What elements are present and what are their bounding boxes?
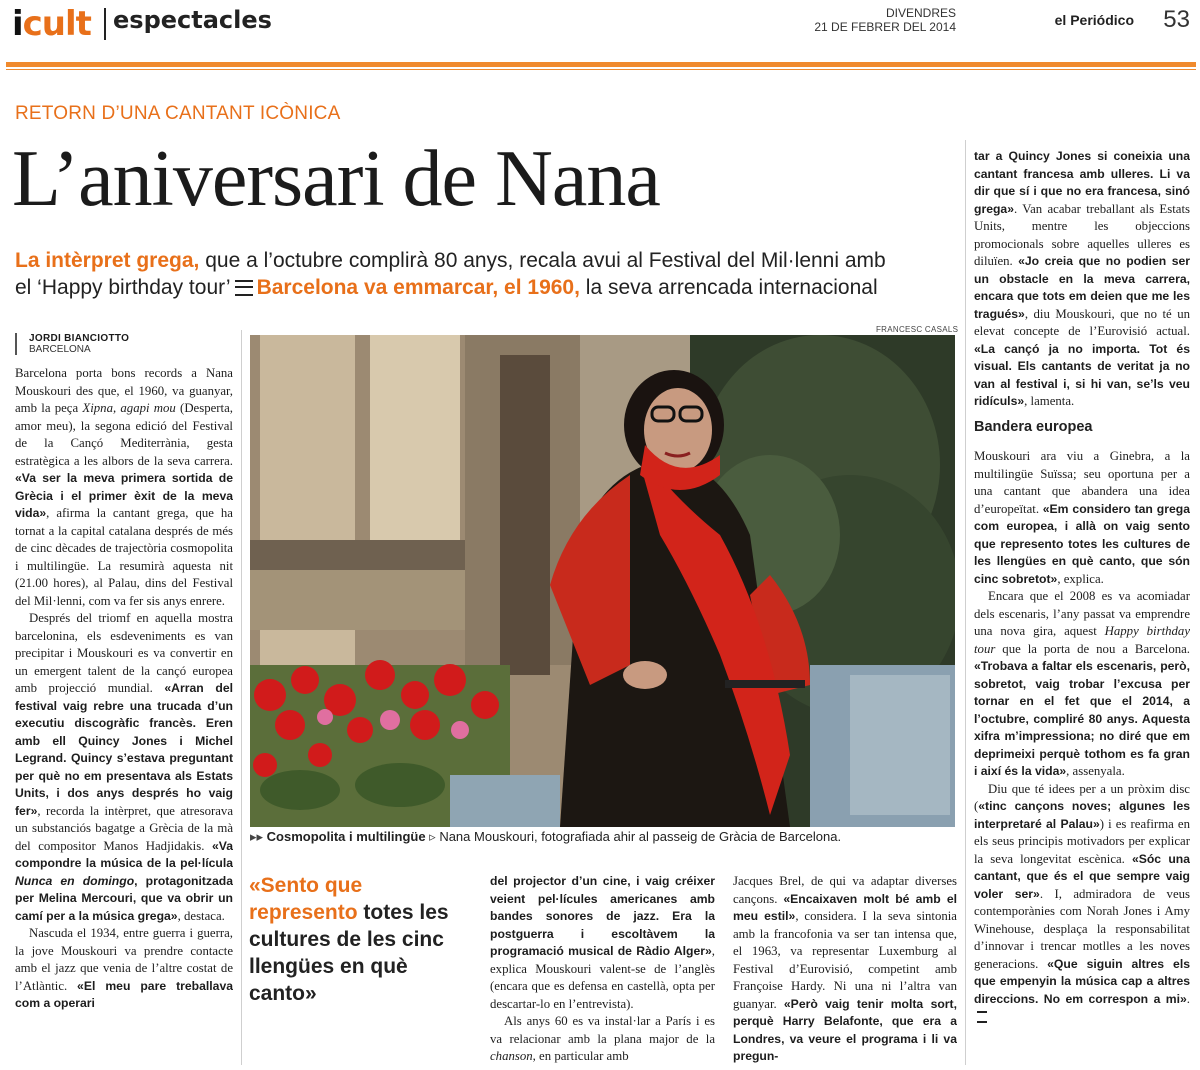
article-column-1 [15,365,233,1065]
pull-quote-text: totes les cultures de les cinc llengües en què canto» [249,901,449,1005]
paragraph: Nascuda el 1934, entre guerra i guerra, la jove Mouskouri va prendre contacte amb el jazz que venia de l’altre costat de l’Atlàntic. «El meu pare treballava com a operari [15,926,233,1010]
photo-caption [250,829,955,845]
article-column-3 [733,873,957,1063]
paragraph: Després del triomf en aquella mostra barcelonina, els esdeveniments es van precipitar i Mouskouri es va convertir en un emergent talent de la cançó europea amb projecció mundial. «Arran del festival vaig rebre una trucada d’un executiu discogràfic francès. Eren amb ell Quincy Jones i Michel Legrand. Quincy s’estava preguntant per què no em presentava als Estats Units, i dos anys després ho vaig fer», recorda la intèrpret, que atresorava un substanciós bagatge a Grècia de la mà del compositor Manos Hadjidakis. «Va compondre la música de la pel·lícula Nunca en domingo, protagonitzada per Melina Mercouri, que va obrir un camí per a la música grega», destaca. [15,611,233,923]
header-rule [6,62,1196,67]
paragraph: Encara que el 2008 es va acomiadar dels escenaris, l’any passat va emprendre una nova gira, aquest Happy birthday tour que la porta de nou a Barcelona. «Trobava a faltar els escenaris, però, sobretot, vaig trobar l’excusa per tornar en el fet que el 2014, a l’octubre, compliré 80 anys. Aquesta xifra m’impressiona; no diré que em deprimeixi perquè tothom es fa gran i així és la vida», assenyala. [974,589,1190,778]
deck-text-1: que a l’octubre complirà 80 anys, recala avui al Festival del Mil·lenni amb [199,249,886,272]
photo-credit: FRANCESC CASALS [876,325,959,334]
date-full: 21 DE FEBRER DEL 2014 [814,20,956,34]
paragraph: tar a Quincy Jones si coneixia una cantant francesa amb ulleres. Li va dir que sí i que no era francesa, sinó grega». Van acabar treballant als Estats Units, mentre les objeccions promocionals sobre aquelles ulleres es diluïen. «Jo creia que no podien ser un obstacle en la meva carrera, encara que tots em deien que me les tragués», diu Mouskouri, que no té un elevat concepte de l’Eurovisió actual. «La cançó ja no importa. Tot és visual. Els cantants de veritat ja no van al festival i, si hi van, se’ls veu ridículs», lamenta. [974,149,1190,408]
column-rule [241,330,242,1065]
header-rule-thin [6,69,1196,70]
subheading: Bandera europea [974,418,1093,435]
end-of-article-icon [977,1011,987,1023]
pull-quote [249,872,469,1007]
deck-line-2 [15,275,960,301]
pull-quote-highlight: «Sento que represento [249,874,363,924]
deck-highlight-1: La intèrpret grega, [15,249,200,272]
section-name: espectacles [113,6,272,34]
newspaper-name: el Periódico [1054,12,1134,28]
topic-label: RETORN D’UNA CANTANT ICÒNICA [15,103,341,124]
paragraph: Mouskouri ara viu a Ginebra, a la multilingüe Suïssa; seu oportuna per a una cantant que abandera una idea d’europeïtat. «Em considero tan grega com europea, i allà on vaig sento que represento totes les cultures de les llengües en què canto, que són cinc sobretot», explica. [974,449,1190,586]
headline: L’aniversari de Nana [12,135,660,223]
photo-nana-mouskouri [250,335,955,827]
deck-line-1 [15,248,960,274]
caption-arrow-icon: ▹ [425,829,436,844]
deck-highlight-2: Barcelona va emmarcar, el 1960, [256,276,580,299]
byline [15,333,129,355]
section-logo [12,4,91,44]
paragraph: Jacques Brel, de qui va adaptar diverses cançons. «Encaixaven molt bé amb el meu estil», considera. I la seva sintonia amb la francofonia va ser tan intensa que, el 1963, va representar Luxemburg al Festival d’Eurovisió, competint amb Françoise Hardy. Ni una ni l’altra van guanyar. «Però vaig tenir molta sort, perquè Harry Belafonte, que era a Londres, va veure el programa i li va pregun- [733,874,957,1063]
page-number: 53 [1163,6,1190,33]
column-rule [965,140,966,1065]
deck-text-3: la seva arrencada internacional [579,276,878,299]
caption-title: Cosmopolita i multilingüe [266,829,426,844]
paragraph: del projector d’un cine, i vaig créixer veient pel·lícules americanes amb bandes sonores de jazz. Era la postguerra i escoltàvem la programació musical de Ràdio Alger», explica Mouskouri valent-se de l’anglès (encara que es defensa en castellà, opta per descartar-lo en l’entrevista). [490,874,715,1011]
paragraph: Barcelona porta bons records a Nana Mouskouri des que, el 1960, va guanyar, amb la peça Xipna, agapi mou (Desperta, amor meu), la segona edició del Festival de la Cançó Mediterrània, gesta estratègica a les albors de la seva carrera. «Va ser la meva primera sortida de Grècia i el primer èxit de la meva vida», afirma la cantant grega, que ha tornat a la capital catalana després de més de cinc dècades de trajectòria cosmopolita i multilingüe. La resumirà aquesta nit (21.00 hores), al Palau, dins del Festival del Mil·lenni, com va fer sis anys enrere. [15,366,233,608]
deck-text-2: el ‘Happy birthday tour’ [15,276,231,299]
issue-date [814,6,956,34]
dateline-city: BARCELONA [29,344,91,355]
caption-marker-icon: ▸▸ [250,829,267,844]
paragraph: Als anys 60 es va instal·lar a París i es va relacionar amb la plana major de la chanson, en particular amb [490,1014,715,1063]
separator-icon [235,280,253,296]
paragraph: Diu que té idees per a un pròxim disc («tinc cançons noves; algunes les interpretaré al Palau») i es reafirma en els seus principis motivadors per explicar la seva longevitat escènica. «Sóc una cantant, que és el que sempre vaig voler ser». I, admiradora de veus contemporànies com Norah Jones i Amy Winehouse, desplaça la responsabilitat d’innovar i trencar motlles a les noves generacions. «Que siguin altres els que empenyin la música cap a altres direccions. No em correspon a mi». [974,781,1190,1026]
article-column-4 [974,148,1190,1064]
logo-i: i [12,4,23,44]
caption-text: Nana Mouskouri, fotografiada ahir al passeig de Gràcia de Barcelona. [435,829,842,844]
header-divider [104,8,106,40]
article-column-2 [490,873,715,1063]
author-name: JORDI BIANCIOTTO [29,333,130,344]
logo-cult: cult [22,4,91,44]
date-weekday: DIVENDRES [885,6,956,20]
article-photo [250,335,955,827]
